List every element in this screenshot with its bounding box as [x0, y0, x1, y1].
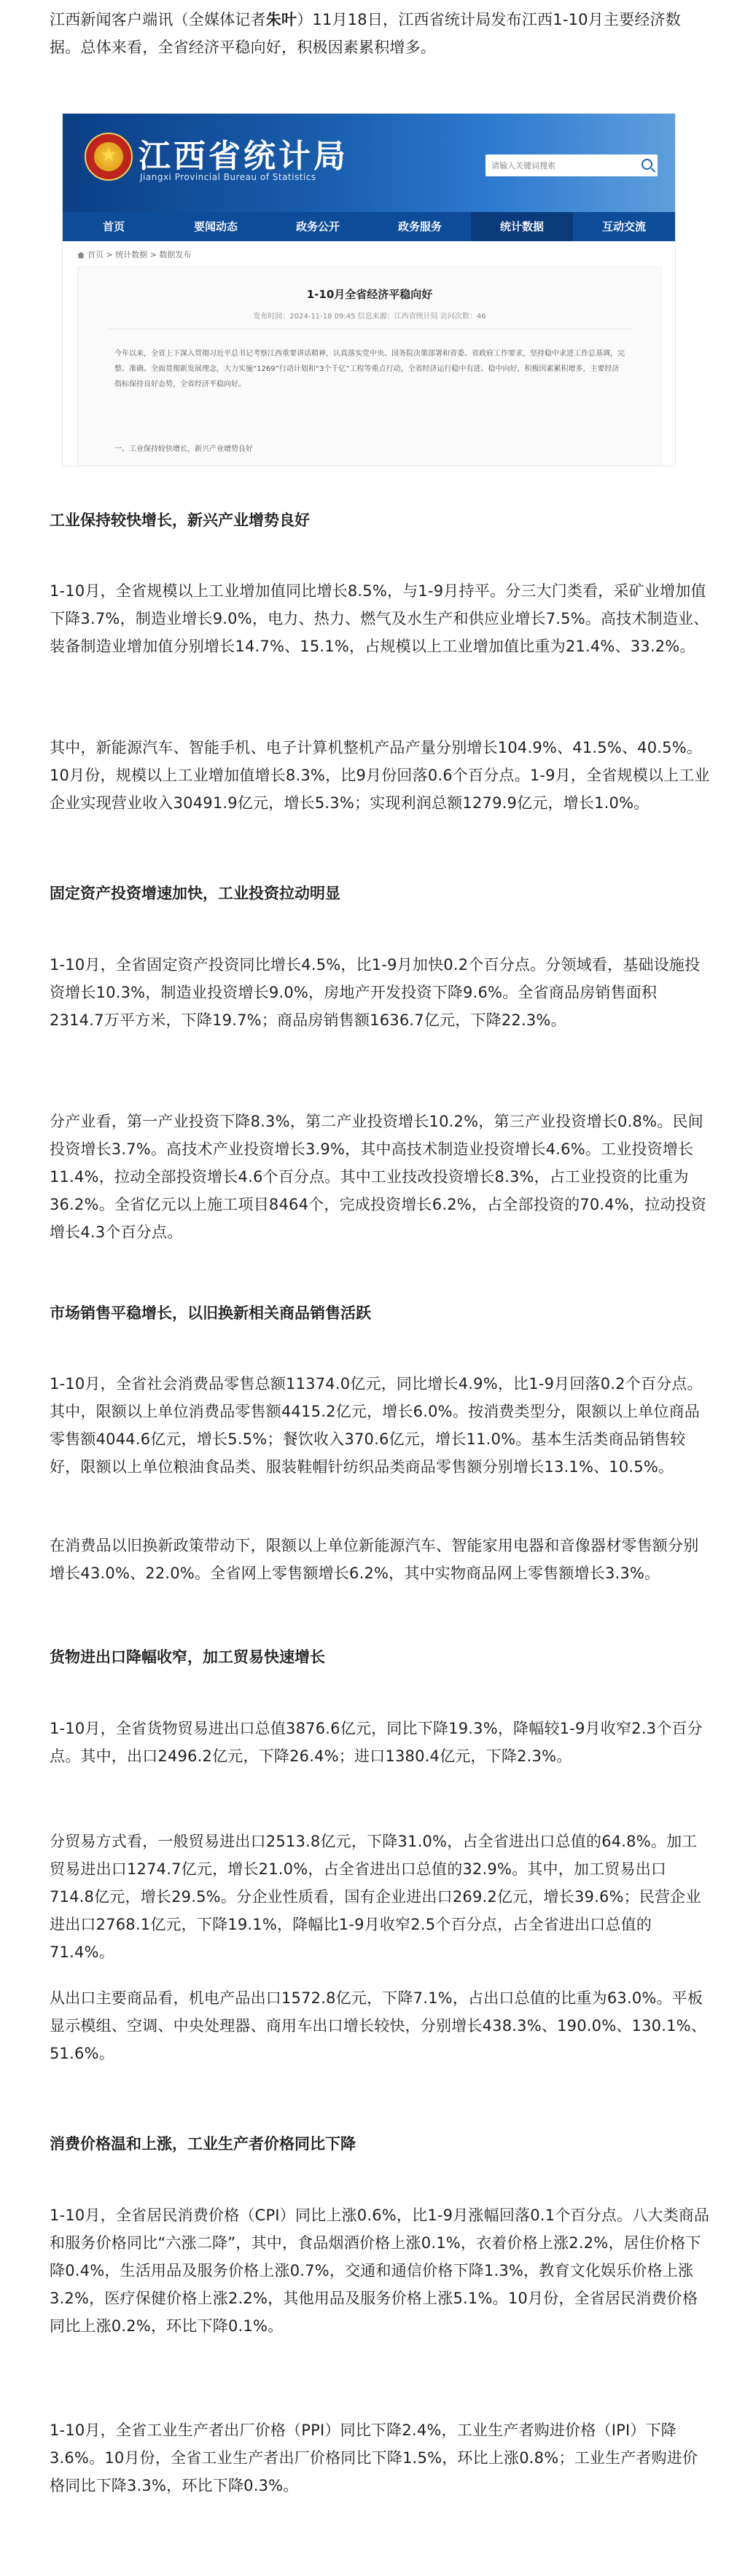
site-subtitle: Jiangxi Provincial Bureau of Statistics: [140, 172, 316, 182]
section-heading: 固定资产投资增速加快，工业投资拉动明显: [50, 885, 340, 902]
site-nav-item-services: 政务服务: [397, 220, 442, 233]
site-article-meta: 发布时间：2024-11-18 09:45 信息来源：江西省统计局 访问次数：46: [253, 313, 486, 321]
site-article-body: 今年以来，全省上下深入贯彻习近平总书记考察江西重要讲话精神，认真落实党中央、国务院决策部署和省委、省政府工作要求，坚持稳中求进工作总基调，完整、准确、全面贯彻新发展理念，大力实施“1269”行动计划和“3个千亿”工程等重点行动，全省经济运行稳中有进、稳中向好，积极因素累积增多，主要经济指标保持良好态势，全省经济平稳向好。: [114, 350, 625, 388]
body-paragraph: 分贸易方式看，一般贸易进出口2513.8亿元，下降31.0%，占全省进出口总值的64.8%。加工贸易进出口1274.7亿元，增长21.0%，占全省进出口总值的32.9%。其中，加工贸易出口714.8亿元，增长29.5%。分企业性质看，国有企业进出口269.2亿元，增长39.6%；民营企业进出口2768.1亿元，下降19.1%，降幅比1-9月收窄2.5个百分点，占全省进出口总值的71.4%。: [50, 1833, 701, 1961]
body-paragraph: 其中，新能源汽车、智能手机、电子计算机整机产品产量分别增长104.9%、41.5%、40.5%。10月份，规模以上工业增加值增长8.3%，比9月份回落0.6个百分点。1-9月，全省规模以上工业企业实现营业收入30491.9亿元，增长5.3%；实现利润总额1279.9亿元，增长1.0%。: [50, 739, 710, 812]
embedded-website-screenshot: [63, 114, 675, 466]
body-paragraph: 1-10月，全省社会消费品零售总额11374.0亿元，同比增长4.9%，比1-9月回落0.2个百分点。其中，限额以上单位消费品零售额4415.2亿元，增长6.0%。按消费类型分，限额以上单位商品零售额4044.6亿元，增长5.5%；餐饮收入370.6亿元，增长11.0%。基本生活类商品销售较好，限额以上单位粮油食品类、服装鞋帽针纺织品类商品零售额分别增长13.1%、10.5%。: [50, 1375, 703, 1476]
site-search-placeholder: 请输入关键词搜索: [491, 161, 555, 171]
site-nav-item-public: 政务公开: [295, 220, 340, 233]
site-nav-item-data: 统计数据: [471, 212, 573, 241]
body-paragraph: 1-10月，全省工业生产者出厂价格（PPI）同比下降2.4%，工业生产者购进价格（IPI）下降3.6%。10月份，全省工业生产者出厂价格同比下降1.5%，环比上涨0.8%；工业生产者购进价格同比下降3.3%，环比下降0.3%。: [50, 2422, 698, 2494]
intro-prefix: 江西新闻客户端讯（全媒体记者: [50, 11, 266, 28]
body-paragraph: 在消费品以旧换新政策带动下，限额以上单位新能源汽车、智能家用电器和音像器材零售额分别增长43.0%、22.0%。全省网上零售额增长6.2%，其中实物商品网上零售额增长3.3%。: [50, 1537, 699, 1582]
body-paragraph: 1-10月，全省货物贸易进出口总值3876.6亿元，同比下降19.3%，降幅较1-9月收窄2.3个百分点。其中，出口2496.2亿元，下降26.4%；进口1380.4亿元，下降2.3%。: [50, 1720, 703, 1765]
section-heading: 货物进出口降幅收窄，加工贸易快速增长: [50, 1648, 325, 1666]
section-heading: 市场销售平稳增长，以旧换新相关商品销售活跃: [50, 1304, 371, 1322]
section-heading: 消费价格温和上涨，工业生产者价格同比下降: [50, 2135, 356, 2153]
reporter-name: 朱叶: [265, 11, 297, 28]
site-nav-item-news: 要闻动态: [193, 220, 238, 233]
site-breadcrumb: [77, 247, 660, 263]
site-breadcrumb-text: 首页 > 统计数据 > 数据发布: [87, 250, 192, 259]
home-icon: [77, 252, 85, 259]
body-paragraph: 1-10月，全省固定资产投资同比增长4.5%，比1-9月加快0.2个百分点。分领域看，基础设施投资增长10.3%，制造业投资增长9.0%，房地产开发投资下降9.6%。全省商品房销售面积2314.7万平方米，下降19.7%；商品房销售额1636.7亿元，下降22.3%。: [50, 956, 701, 1029]
body-paragraph: 从出口主要商品看，机电产品出口1572.8亿元，下降7.1%，占出口总值的比重为63.0%。平板显示模组、空调、中央处理器、商用车出口增长较快，分别增长438.3%、190.0%、130.1%、51.6%。: [50, 1989, 707, 2062]
body-paragraph: 分产业看，第一产业投资下降8.3%，第二产业投资增长10.2%，第三产业投资增长0.8%。民间投资增长3.7%。高技术产业投资增长3.9%，其中高技术制造业投资增长4.6%。工业投资增长11.4%，拉动全部投资增长4.6个百分点。其中工业技改投资增长8.3%，占工业投资的比重为36.2%。全省亿元以上施工项目8464个，完成投资增长6.2%，占全部投资的70.4%，拉动投资增长4.3个百分点。: [50, 1113, 707, 1241]
body-paragraph: 1-10月，全省规模以上工业增加值同比增长8.5%，与1-9月持平。分三大门类看，采矿业增加值下降3.7%，制造业增长9.0%，电力、热力、燃气及水生产和供应业增长7.5%。高技术制造业、装备制造业增加值分别增长14.7%、15.1%，占规模以上工业增加值比重为21.4%、33.2%。: [50, 582, 709, 655]
site-article-card: [77, 267, 662, 466]
site-header: [63, 114, 675, 212]
site-nav: [63, 212, 675, 241]
national-emblem-icon: ★: [85, 133, 133, 181]
intro-paragraph: [50, 6, 710, 61]
site-article-title: 1-10月全省经济平稳向好: [306, 288, 433, 301]
search-icon: [642, 159, 652, 170]
body-paragraph: 1-10月，全省居民消费价格（CPI）同比上涨0.6%，比1-9月涨幅回落0.1个百分点。八大类商品和服务价格同比“六涨二降”，其中，食品烟酒价格上涨0.1%，衣着价格上涨2.2%，居住价格下降0.4%，生活用品及服务价格上涨0.7%，交通和通信价格下降1.3%，教育文化娱乐价格上涨3.2%，医疗保健价格上涨2.2%，其他用品及服务价格上涨5.1%。10月份，全省居民消费价格同比上涨0.2%，环比下降0.1%。: [50, 2207, 710, 2335]
site-nav-item-home: 首页: [102, 220, 125, 233]
site-nav-item-interact: 互动交流: [601, 220, 646, 233]
site-search-box: [486, 154, 658, 176]
site-title: 江西省统计局: [139, 138, 348, 175]
intro-rest: ）11月18日，江西省统计局发布江西1-10月主要经济数据。总体来看，全省经济平稳向好，积极因素累积增多。: [50, 11, 681, 56]
section-heading: 工业保持较快增长，新兴产业增势良好: [50, 512, 310, 529]
site-article-section: 一、工业保持较快增长，新兴产业增势良好: [114, 445, 253, 453]
